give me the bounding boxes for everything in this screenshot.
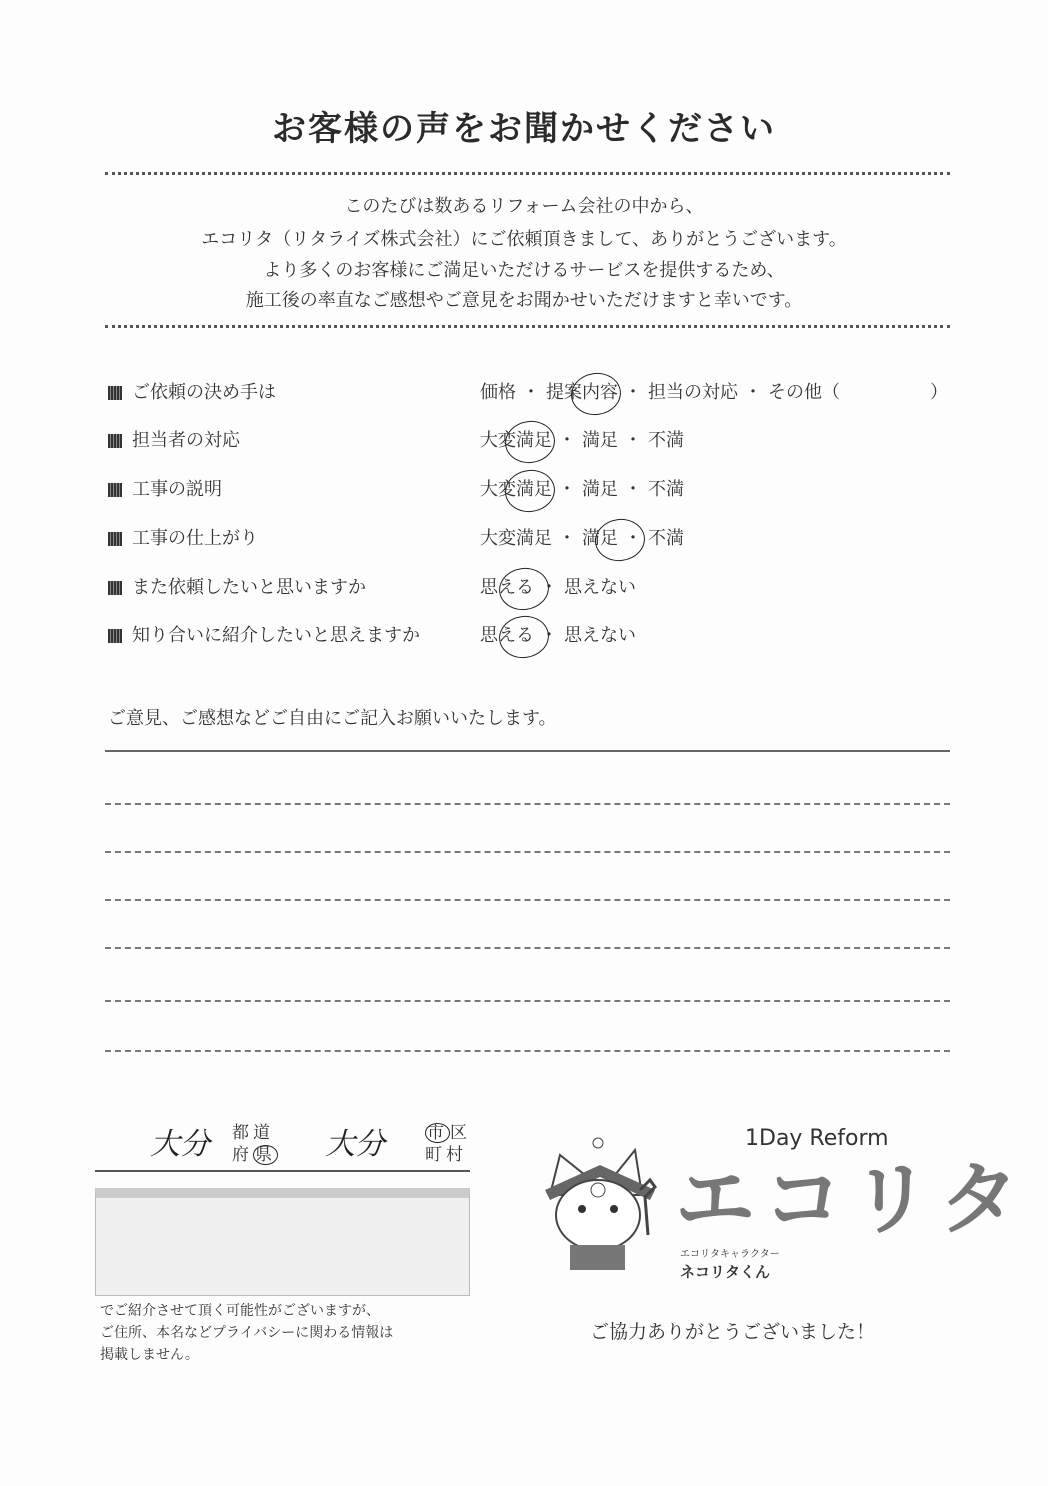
separator: ・	[624, 479, 642, 500]
privacy-note-line: ご住所、本名などプライバシーに関わる情報は	[100, 1325, 394, 1341]
square-bullet-icon	[108, 434, 122, 448]
option[interactable]: 思えない	[564, 577, 636, 598]
square-bullet-icon	[108, 532, 122, 546]
question-label	[108, 381, 276, 405]
pref-label: 都	[232, 1123, 253, 1143]
comment-top-line	[105, 750, 950, 752]
privacy-note	[100, 1300, 393, 1366]
question-text: 担当者の対応	[132, 430, 240, 451]
option[interactable]: 満足	[582, 430, 618, 451]
city-label: 町	[425, 1145, 446, 1165]
character-caption: エコリタキャラクター	[680, 1249, 780, 1260]
comment-prompt: ご意見、ご感想などご自由にご記入お願いいたします。	[108, 708, 557, 729]
separator: ・	[558, 430, 576, 451]
question-text: ご依頼の決め手は	[132, 382, 276, 403]
intro-line: より多くのお客様にご満足いただけるサービスを提供するため、	[263, 260, 785, 281]
option[interactable]: 不満	[648, 430, 684, 451]
question-options	[480, 478, 684, 502]
question-label	[108, 576, 366, 600]
separator: ・	[558, 479, 576, 500]
option[interactable]: 思えない	[564, 625, 636, 646]
question-options	[480, 527, 684, 551]
comment-line[interactable]	[105, 947, 950, 949]
question-text: 工事の説明	[132, 479, 222, 500]
question-text: 工事の仕上がり	[132, 528, 258, 549]
pref-label: 道	[253, 1123, 274, 1143]
option[interactable]: その他（ ）	[768, 382, 948, 403]
separator: ・	[522, 382, 540, 403]
option[interactable]: 満足	[582, 479, 618, 500]
city-label-selected: 市	[427, 1123, 448, 1143]
city-label: 区	[450, 1123, 471, 1143]
character-name: ネコリタくん	[680, 1263, 771, 1281]
option[interactable]: 担当の対応	[648, 382, 738, 403]
logo-subtitle: 1Day Reform	[745, 1126, 889, 1151]
city-handwritten: 大分	[325, 1127, 385, 1162]
separator: ・	[744, 382, 762, 403]
question-text: また依頼したいと思いますか	[132, 577, 366, 598]
question-label	[108, 478, 222, 502]
comment-line[interactable]	[105, 1000, 950, 1002]
comment-line[interactable]	[105, 899, 950, 901]
address-line	[95, 1170, 470, 1172]
divider	[105, 325, 950, 328]
option-selected[interactable]: 大変満足	[480, 430, 552, 451]
option[interactable]: 不満	[648, 528, 684, 549]
option[interactable]: 不満	[648, 479, 684, 500]
page-title: お客様の声をお聞かせください	[272, 109, 776, 149]
city-type	[425, 1122, 471, 1166]
prefecture-type	[232, 1122, 278, 1166]
privacy-note-line: 掲載しません。	[100, 1347, 199, 1363]
square-bullet-icon	[108, 581, 122, 595]
square-bullet-icon	[108, 386, 122, 400]
pref-label-selected: 県	[255, 1145, 276, 1165]
option-selected[interactable]: 大変満足	[480, 479, 552, 500]
cat-mascot-icon	[530, 1135, 670, 1285]
pref-label: 府	[232, 1145, 253, 1165]
intro-line: エコリタ（リタライズ株式会社）にご依頼頂きまして、ありがとうございます。	[201, 229, 847, 250]
separator: ・	[624, 528, 642, 549]
prefecture-handwritten: 大分	[150, 1127, 210, 1162]
logo-name: エコリタ	[675, 1153, 1027, 1246]
question-text: 知り合いに紹介したいと思えますか	[132, 625, 420, 646]
option[interactable]: 大変満足	[480, 528, 552, 549]
city-label: 村	[446, 1145, 467, 1165]
separator: ・	[624, 430, 642, 451]
option-selected[interactable]: 思える	[480, 577, 534, 598]
square-bullet-icon	[108, 483, 122, 497]
question-options	[480, 576, 636, 600]
redacted-name-box	[95, 1188, 470, 1296]
separator: ・	[558, 528, 576, 549]
question-label	[108, 624, 420, 648]
question-label	[108, 527, 258, 551]
separator: ・	[624, 382, 642, 403]
privacy-note-line: でご紹介させて頂く可能性がございますが、	[100, 1303, 380, 1319]
option-selected[interactable]: 思える	[480, 625, 534, 646]
square-bullet-icon	[108, 629, 122, 643]
comment-line[interactable]	[105, 1050, 950, 1052]
question-label	[108, 429, 240, 453]
question-options	[480, 624, 636, 648]
thanks-message: ご協力ありがとうございました！	[590, 1321, 876, 1343]
option[interactable]: 価格	[480, 382, 516, 403]
separator: ・	[540, 577, 558, 598]
question-options	[480, 429, 684, 453]
option-selected[interactable]: 提案内容	[546, 382, 618, 403]
question-options	[480, 381, 948, 405]
comment-line[interactable]	[105, 803, 950, 805]
separator: ・	[540, 625, 558, 646]
intro-line: 施工後の率直なご感想やご意見をお聞かせいただけますと幸いです。	[245, 290, 803, 311]
divider	[105, 172, 950, 175]
intro-line: このたびは数あるリフォーム会社の中から、	[344, 196, 704, 217]
comment-line[interactable]	[105, 851, 950, 853]
option-selected[interactable]: 満足	[582, 528, 618, 549]
